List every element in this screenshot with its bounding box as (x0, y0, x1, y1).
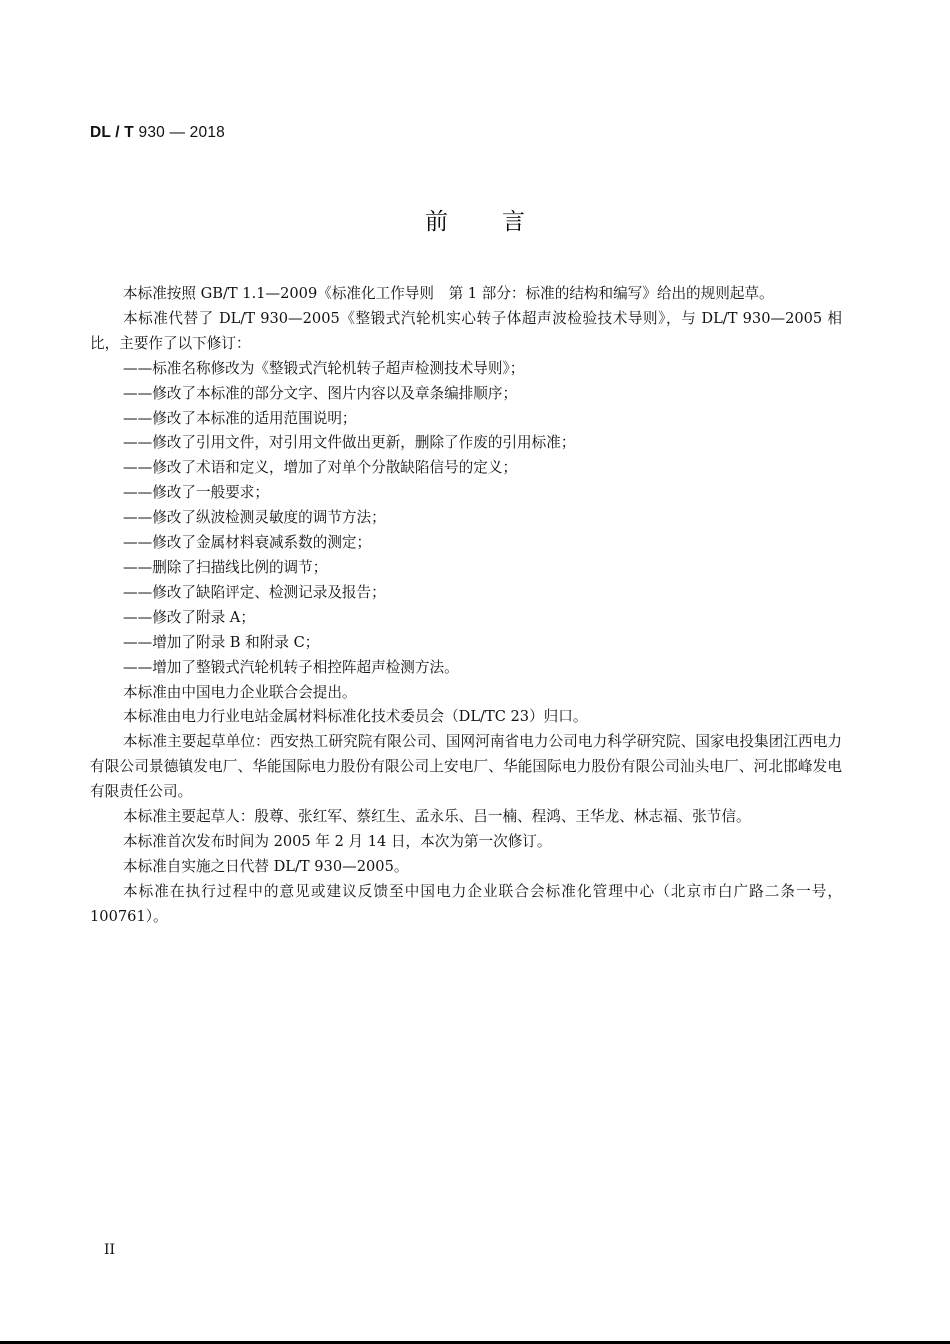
revision-item: ——修改了纵波检测灵敏度的调节方法； (123, 509, 386, 527)
foreword-body (90, 282, 842, 930)
revision-item: ——修改了本标准的适用范围说明； (123, 409, 357, 427)
revision-item: ——修改了本标准的部分文字、图片内容以及章条编排顺序； (123, 384, 518, 402)
revision-list (90, 357, 842, 681)
first-release-paragraph: 本标准首次发布时间为 2005 年 2 月 14 日，本次为第一次修订。 (123, 832, 552, 850)
replaces-paragraph: 本标准自实施之日代替 DL/T 930—2005。 (123, 857, 409, 875)
revision-item: ——删除了扫描线比例的调节； (123, 558, 328, 576)
replacement-paragraph: 本标准代替了 DL/T 930—2005《整锻式汽轮机实心转子体超声波检验技术导则》，与 DL/T 930—2005 相比，主要作了以下修订： (90, 309, 842, 352)
page-number: II (104, 1242, 116, 1258)
revision-item: ——修改了术语和定义，增加了对单个分散缺陷信号的定义； (123, 459, 518, 477)
proposer-paragraph: 本标准由中国电力企业联合会提出。 (123, 683, 357, 701)
revision-item: ——修改了缺陷评定、检测记录及报告； (123, 583, 386, 601)
page-title: 前言 (425, 209, 579, 235)
revision-item: ——标准名称修改为《整锻式汽轮机转子超声检测技术导则》； (123, 359, 525, 377)
drafting-rule-paragraph: 本标准按照 GB/T 1.1—2009《标准化工作导则 第 1 部分：标准的结构和编写》给出的规则起草。 (123, 285, 774, 302)
standard-number: 930 — 2018 (138, 124, 225, 141)
feedback-paragraph: 本标准在执行过程中的意见或建议反馈至中国电力企业联合会标准化管理中心（北京市白广路二条一号，100761）。 (90, 882, 842, 925)
standard-code: DL / T (90, 124, 134, 141)
revision-item: ——修改了一般要求； (123, 484, 269, 502)
revision-item: ——增加了整锻式汽轮机转子相控阵超声检测方法。 (123, 658, 459, 676)
revision-item: ——修改了附录 A； (123, 608, 255, 626)
revision-item: ——修改了引用文件，对引用文件做出更新，删除了作废的引用标准； (123, 434, 576, 452)
revision-item: ——增加了附录 B 和附录 C； (123, 633, 320, 651)
drafters-paragraph: 本标准主要起草人：殷尊、张红军、蔡红生、孟永乐、吕一楠、程鸿、王华龙、林志福、张节信。 (123, 808, 751, 826)
revision-item: ——修改了金属材料衰减系数的测定； (123, 534, 372, 552)
technical-committee-paragraph: 本标准由电力行业电站金属材料标准化技术委员会（DL/TC 23）归口。 (123, 708, 588, 726)
drafting-units-paragraph: 本标准主要起草单位：西安热工研究院有限公司、国网河南省电力公司电力科学研究院、国家电投集团江西电力有限公司景德镇发电厂、华能国际电力股份有限公司上安电厂、华能国际电力股份有限公司汕头电厂、河北邯峰发电有限责任公司。 (90, 733, 842, 801)
standard-code-header (90, 124, 225, 142)
